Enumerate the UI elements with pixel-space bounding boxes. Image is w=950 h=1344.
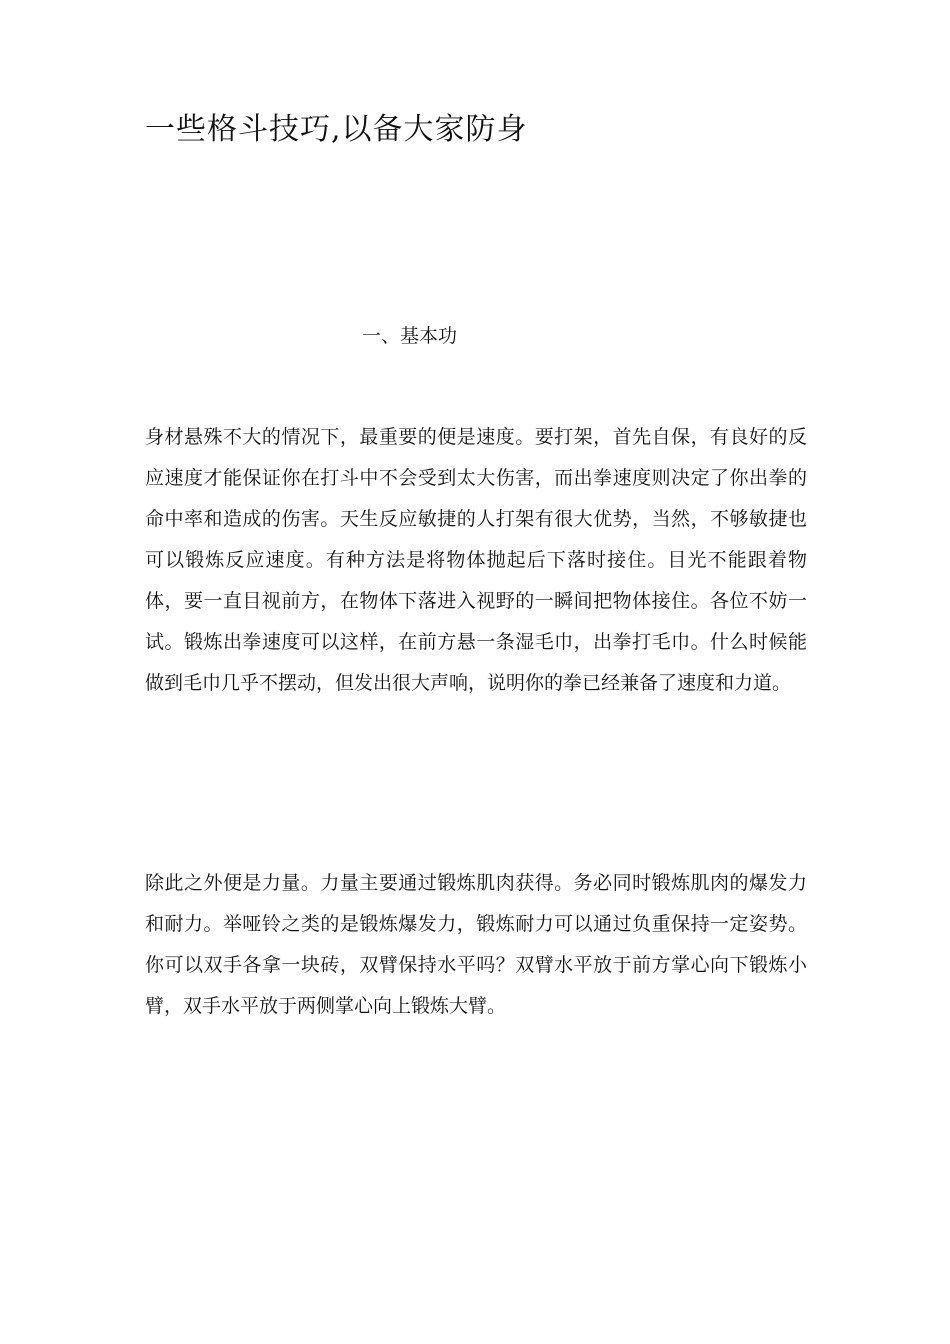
document-title: 一些格斗技巧,以备大家防身 [145, 112, 528, 147]
body-paragraph-strength: 除此之外便是力量。力量主要通过锻炼肌肉获得。务必同时锻炼肌肉的爆发力和耐力。举哑铃之类的是锻炼爆发力，锻炼耐力可以通过负重保持一定姿势。你可以双手各拿一块砖，双臂保持水平吗？双臂水平放于前方掌心向下锻炼小臂，双手水平放于两侧掌心向上锻炼大臂。 [145, 872, 807, 1017]
body-paragraph-speed: 身材悬殊不大的情况下，最重要的便是速度。要打架，首先自保，有良好的反应速度才能保证你在打斗中不会受到太大伤害，而出拳速度则决定了你出拳的命中率和造成的伤害。天生反应敏捷的人打架有很大优势，当然，不够敏捷也可以锻炼反应速度。有种方法是将物体抛起后下落时接住。目光不能跟着物体，要一直目视前方，在物体下落进入视野的一瞬间把物体接住。各位不妨一试。锻炼出拳速度可以这样，在前方悬一条湿毛巾，出拳打毛巾。什么时候能做到毛巾几乎不摆动，但发出很大声响，说明你的拳已经兼备了速度和力道。 [145, 426, 807, 694]
section-heading: 一、基本功 [362, 325, 458, 347]
